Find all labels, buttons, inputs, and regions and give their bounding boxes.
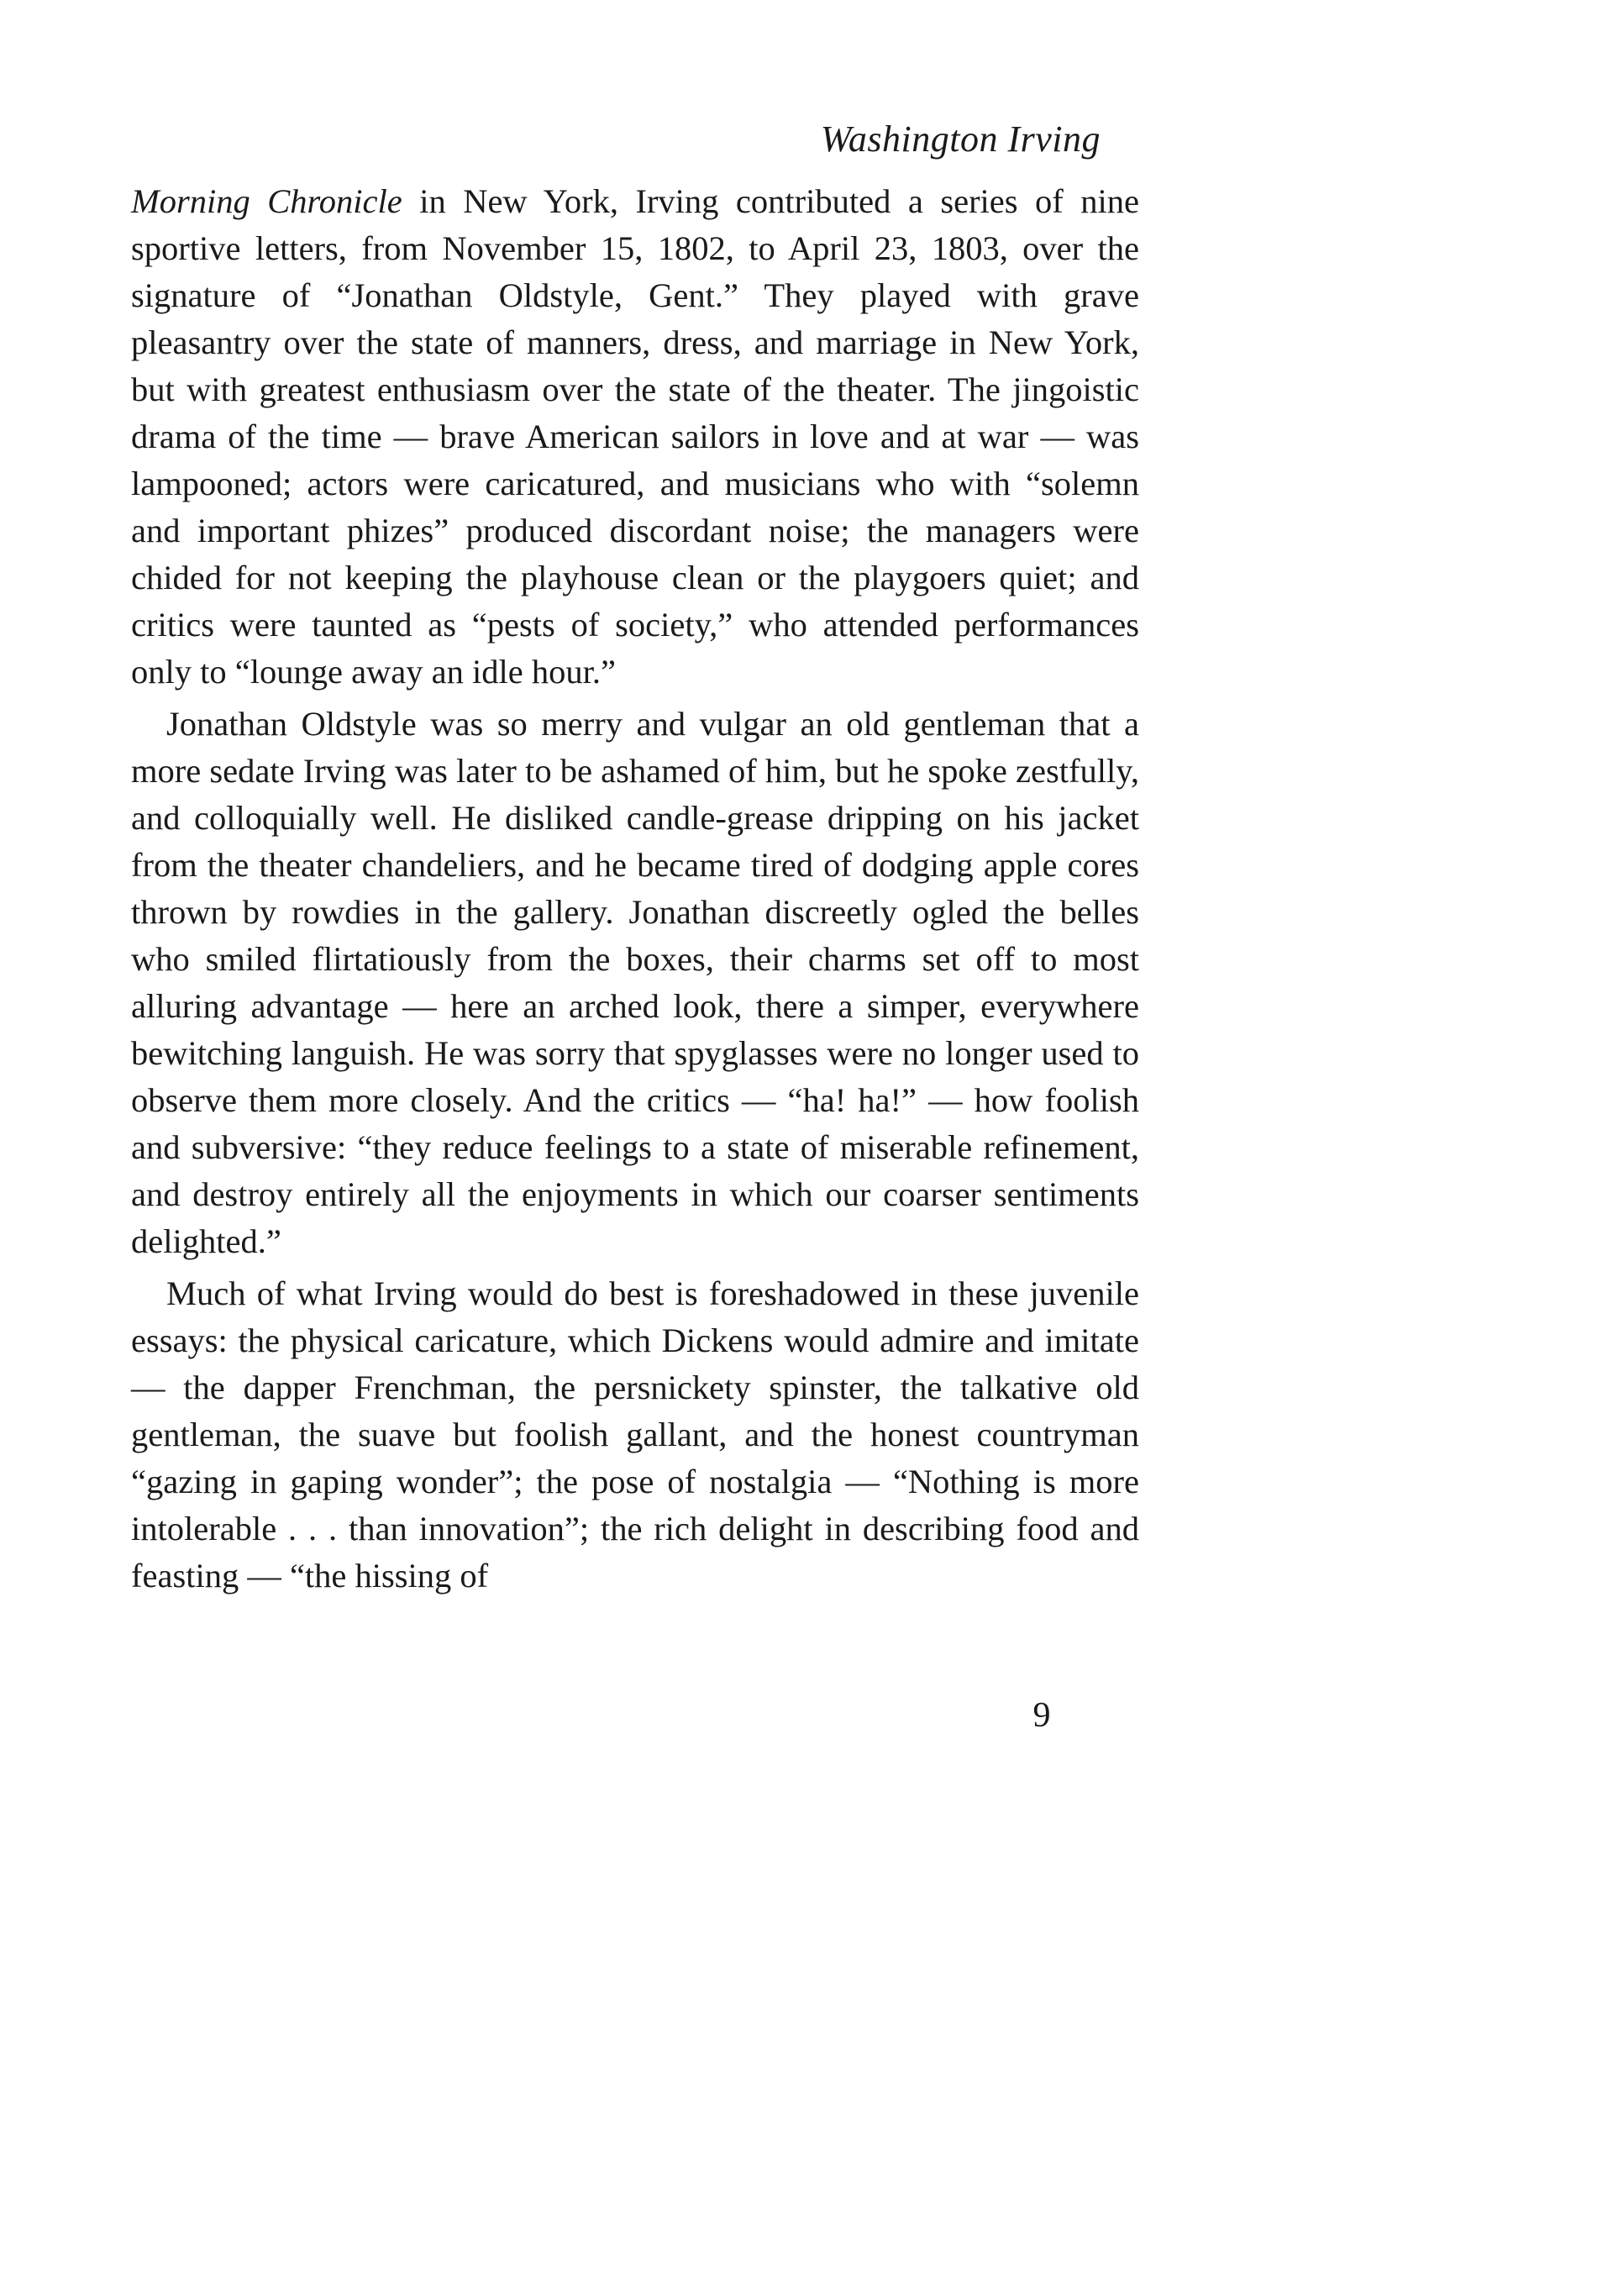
running-head: Washington Irving: [820, 118, 1101, 160]
page-number: 9: [1032, 1696, 1051, 1735]
paragraph-1-text: in New York, Irving contributed a series of nine sportive letters, from November 15, 1802, to April 23, 1803, over the signature of “Jonathan Oldstyle, Gent.” They played with grave pleasantry over the state of manners, dress, and marriage in New York, but with greatest enthusiasm over the state of the theater. The jingoistic drama of the time — brave American sailors in love and at war — was lampooned; actors were caricatured, and musicians who with “solemn and important phizes” produced discordant noise; the managers were chided for not keeping the playhouse clean or the playgoers quiet; and critics were taunted as “pests of society,” who attended performances only to “lounge away an idle hour.”: [131, 182, 1139, 691]
body-text: [131, 178, 1139, 1600]
paragraph-1: [131, 178, 1139, 696]
paragraph-2: Jonathan Oldstyle was so merry and vulgar an old gentleman that a more sedate Irving was later to be ashamed of him, but he spoke zestfully, and colloquially well. He disliked candle-grease dripping on his jacket from the theater chandeliers, and he became tired of dodging apple cores thrown by rowdies in the gallery. Jonathan discreetly ogled the belles who smiled flirtatiously from the boxes, their charms set off to most alluring advantage — here an arched look, there a simper, everywhere bewitching languish. He was sorry that spyglasses were no longer used to observe them more closely. And the critics — “ha! ha!” — how foolish and subversive: “they reduce feelings to a state of miserable refinement, and destroy entirely all the enjoyments in which our coarser sentiments delighted.”: [131, 705, 1139, 1260]
paragraph-3: Much of what Irving would do best is foreshadowed in these juvenile essays: the physical caricature, which Dickens would admire and imitate — the dapper Frenchman, the persnickety spinster, the talkative old gentleman, the suave but foolish gallant, and the honest countryman “gazing in gaping wonder”; the pose of nostalgia — “Nothing is more intolerable . . . than innovation”; the rich delight in describing food and feasting — “the hissing of: [131, 1274, 1139, 1595]
newspaper-title: Morning Chronicle: [131, 182, 402, 220]
